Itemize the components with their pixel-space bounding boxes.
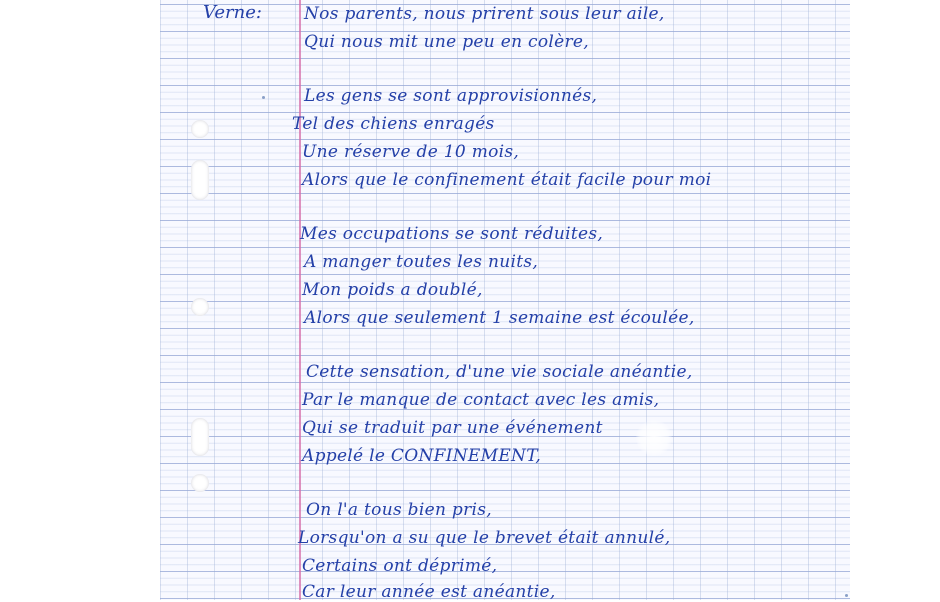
poem-line: Qui nous mit une peu en colère, [304, 32, 589, 52]
poem-line: On l'a tous bien pris, [306, 500, 492, 520]
poem-line: Par le manque de contact avec les amis, [302, 390, 660, 410]
binder-hole [191, 160, 209, 200]
poem-line: Appelé le CONFINEMENT, [302, 446, 542, 466]
poem-line: A manger toutes les nuits, [304, 252, 539, 272]
binder-hole [191, 298, 209, 316]
poem-line: Mon poids a doublé, [302, 280, 483, 300]
binder-hole [191, 418, 209, 456]
paper-stain [636, 420, 672, 456]
margin-label: Verne: [203, 2, 262, 23]
paper-speck [845, 594, 848, 597]
poem-line: Qui se traduit par une événement [302, 418, 603, 438]
poem-line: Car leur année est anéantie, [302, 582, 556, 602]
margin-line [299, 0, 301, 600]
poem-line: Lorsqu'on a su que le brevet était annulé, [298, 528, 671, 548]
paper-speck [262, 96, 265, 99]
poem-line: Les gens se sont approvisionnés, [304, 86, 598, 106]
poem-line: Alors que le confinement était facile pour moi [302, 170, 712, 190]
poem-line: Certains ont déprimé, [302, 556, 498, 576]
binder-hole [191, 474, 209, 492]
poem-line: Mes occupations se sont réduites, [300, 224, 604, 244]
poem-line: Alors que seulement 1 semaine est écoulée, [304, 308, 695, 328]
binder-hole [191, 120, 209, 138]
poem-line: Cette sensation, d'une vie sociale anéantie, [306, 362, 693, 382]
poem-line: Tel des chiens enragés [292, 114, 495, 134]
poem-line: Nos parents, nous prirent sous leur aile, [304, 4, 665, 24]
poem-line: Une réserve de 10 mois, [302, 142, 520, 162]
